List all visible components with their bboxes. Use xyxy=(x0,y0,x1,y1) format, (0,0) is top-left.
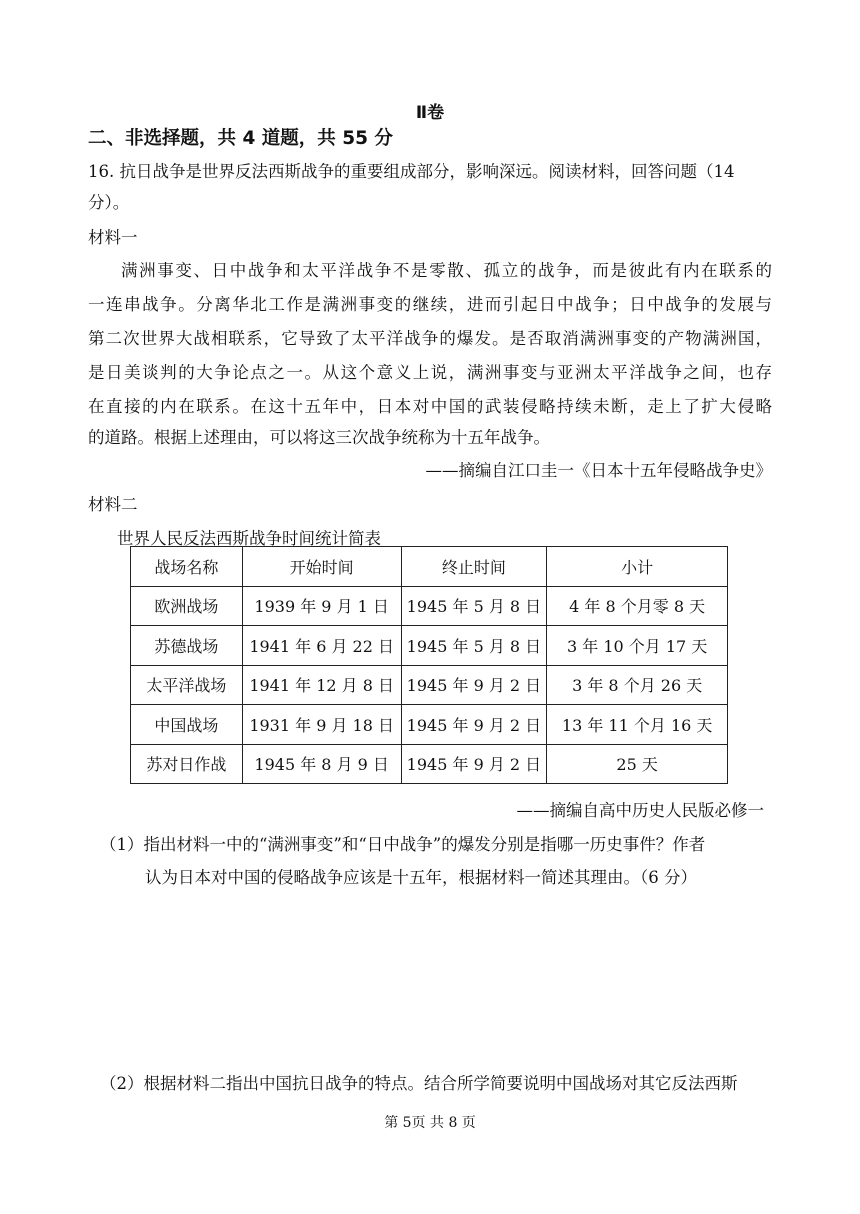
material-1-line: 满洲事变、日中战争和太平洋战争不是零散、孤立的战争，而是彼此有内在联系的 xyxy=(121,261,772,280)
table-header-cell: 战场名称 xyxy=(131,547,243,587)
section-title: Ⅱ卷 xyxy=(415,103,445,123)
table-row xyxy=(131,744,728,784)
material-2-label: 材料二 xyxy=(88,495,138,514)
table-cell: 1945 年 5 月 8 日 xyxy=(401,626,547,666)
material-1-line: 是日美谈判的大争论点之一。从这个意义上说，满洲事变与亚洲太平洋战争之间，也存 xyxy=(88,363,772,382)
material-1-source: ——摘编自江口圭一《日本十五年侵略战争史》 xyxy=(425,461,772,480)
table-cell: 1931 年 9 月 18 日 xyxy=(242,705,401,745)
material-2-source: ——摘编自高中历史人民版必修一 xyxy=(516,801,764,820)
table-cell: 1945 年 9 月 2 日 xyxy=(401,705,547,745)
table-cell: 1945 年 8 月 9 日 xyxy=(242,744,401,784)
table-row xyxy=(131,705,728,745)
material-1-line: 在直接的内在联系。在这十五年中，日本对中国的武装侵略持续未断，走上了扩大侵略 xyxy=(88,397,772,416)
table-cell: 1939 年 9 月 1 日 xyxy=(242,586,401,626)
table-row xyxy=(131,626,728,666)
war-timeline-table xyxy=(130,546,728,784)
table-header-cell: 小计 xyxy=(547,547,728,587)
material-1-line: 的道路。根据上述理由，可以将这三次战争统称为十五年战争。 xyxy=(88,428,550,447)
material-1-line: 第二次世界大战相联系，它导致了太平洋战争的爆发。是否取消满洲事变的产物满洲国， xyxy=(88,329,772,348)
table-header-cell: 开始时间 xyxy=(242,547,401,587)
table-cell: 中国战场 xyxy=(131,705,243,745)
subquestion-1-cont: 认为日本对中国的侵略战争应该是十五年，根据材料一简述其理由。（6 分） xyxy=(145,868,697,887)
question-16-stem: 16. 抗日战争是世界反法西斯战争的重要组成部分，影响深远。阅读材料，回答问题（14 xyxy=(88,162,735,181)
table-caption: 世界人民反法西斯战争时间统计简表 xyxy=(117,529,381,548)
table-cell: 苏对日作战 xyxy=(131,744,243,784)
table-cell: 25 天 xyxy=(547,744,728,784)
table-header-cell: 终止时间 xyxy=(401,547,547,587)
table-cell: 欧洲战场 xyxy=(131,586,243,626)
question-16-stem-cont: 分）。 xyxy=(88,193,130,212)
subquestion-1: （1）指出材料一中的“满洲事变”和“日中战争”的爆发分别是指哪一历史事件？作者 xyxy=(100,835,706,854)
table-cell: 1945 年 9 月 2 日 xyxy=(401,665,547,705)
table-cell: 苏德战场 xyxy=(131,626,243,666)
page-footer: 第 5页 共 8 页 xyxy=(384,1115,476,1131)
section-heading: 二、非选择题，共 4 道题，共 55 分 xyxy=(88,128,393,149)
table-row xyxy=(131,665,728,705)
material-1-label: 材料一 xyxy=(88,228,138,247)
material-1-line: 一连串战争。分离华北工作是满洲事变的继续，进而引起日中战争；日中战争的发展与 xyxy=(88,295,772,314)
table-cell: 太平洋战场 xyxy=(131,665,243,705)
table-cell: 13 年 11 个月 16 天 xyxy=(547,705,728,745)
table-row xyxy=(131,586,728,626)
table-cell: 3 年 8 个月 26 天 xyxy=(547,665,728,705)
table-cell: 1945 年 5 月 8 日 xyxy=(401,586,547,626)
table-cell: 1945 年 9 月 2 日 xyxy=(401,744,547,784)
table-cell: 1941 年 6 月 22 日 xyxy=(242,626,401,666)
table-cell: 4 年 8 个月零 8 天 xyxy=(547,586,728,626)
table-cell: 3 年 10 个月 17 天 xyxy=(547,626,728,666)
subquestion-2: （2）根据材料二指出中国抗日战争的特点。结合所学简要说明中国战场对其它反法西斯 xyxy=(100,1074,738,1093)
table-cell: 1941 年 12 月 8 日 xyxy=(242,665,401,705)
table-header-row xyxy=(131,547,728,587)
